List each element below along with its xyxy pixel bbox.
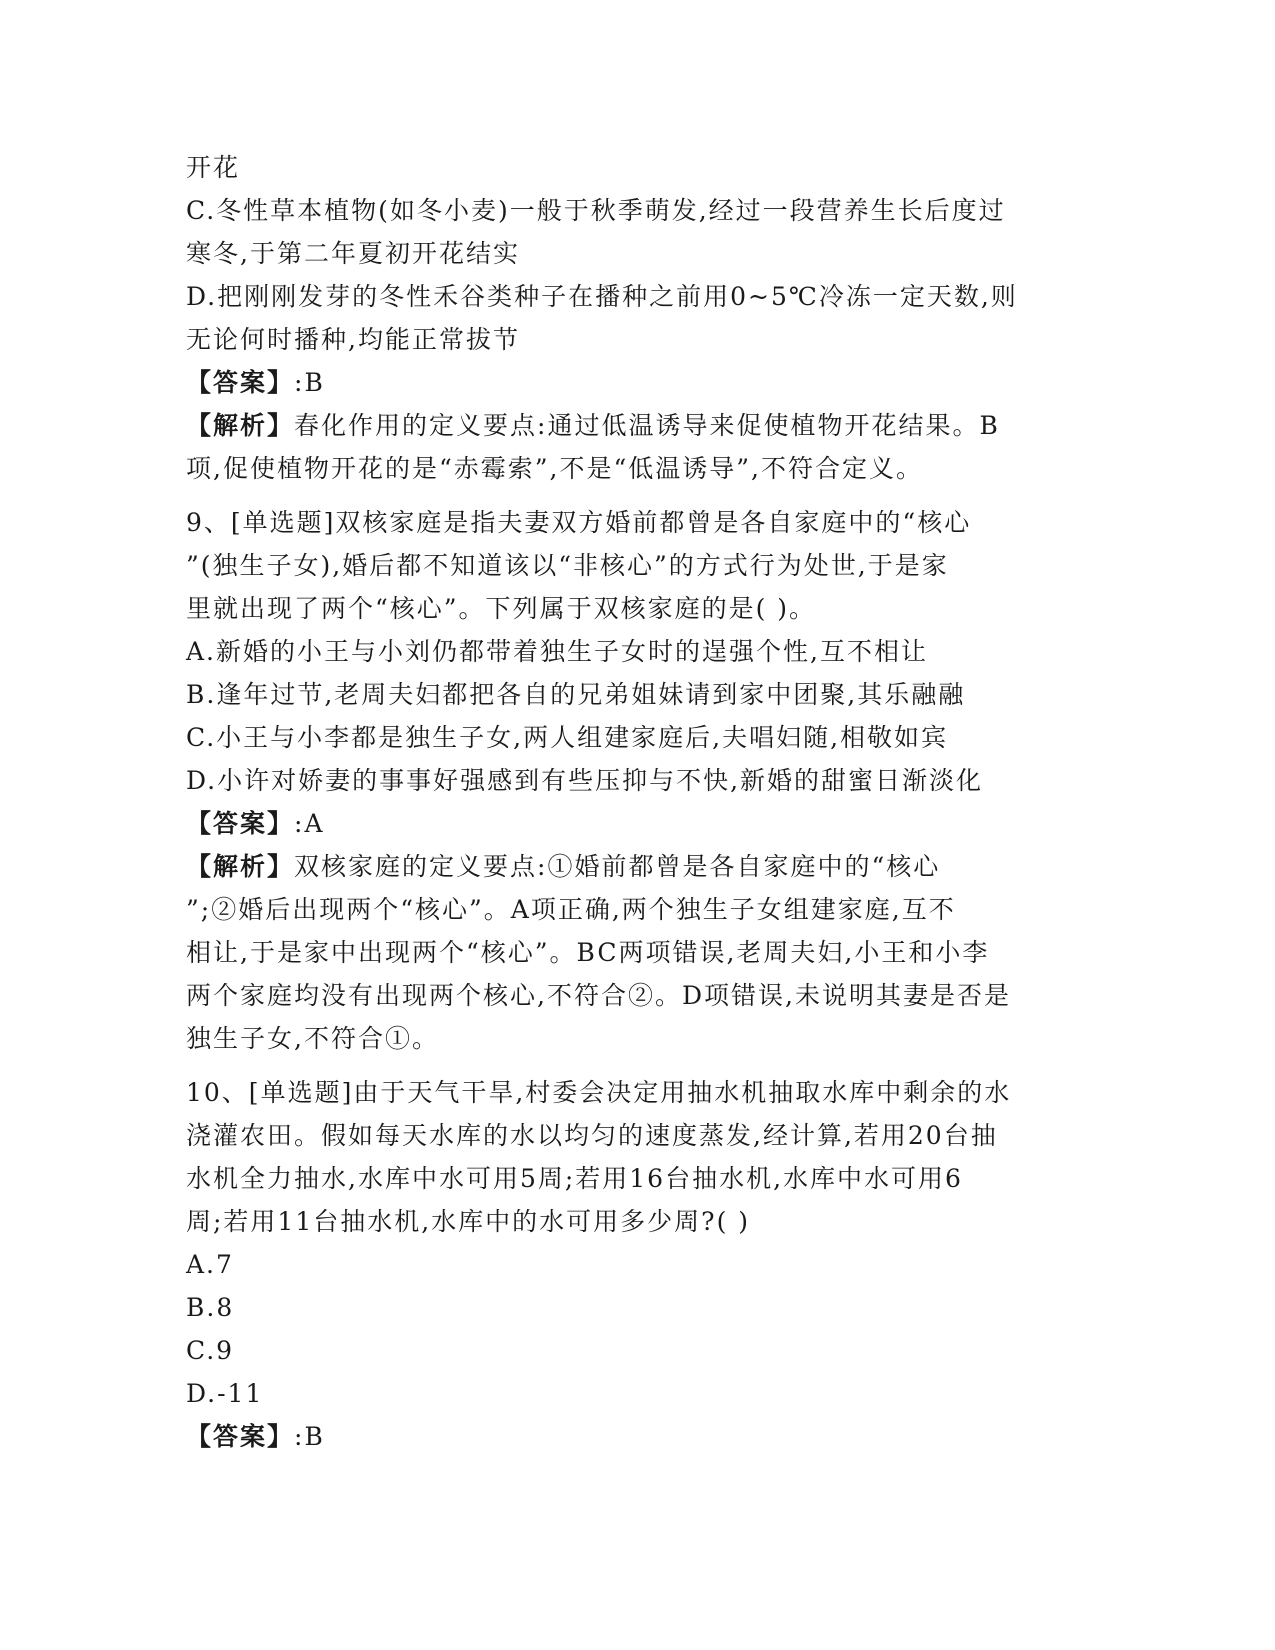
question-spacer [186, 1060, 1086, 1071]
question-8-tail [186, 146, 1086, 490]
option-b: B.8 [186, 1293, 235, 1322]
question-stem-line: 10、[单选题]由于天气干旱,村委会决定用抽水机抽取水库中剩余的水 [186, 1078, 1012, 1107]
answer-value: :B [294, 368, 325, 397]
answer-label: 【答案】 [186, 368, 295, 397]
option-d-line: 无论何时播种,均能正常拔节 [186, 325, 520, 354]
analysis-text: 双核家庭的定义要点:①婚前都曾是各自家庭中的“核心 [294, 852, 941, 881]
analysis-label: 【解析】 [186, 411, 295, 440]
answer-label: 【答案】 [186, 1422, 295, 1451]
analysis-line: ”;②婚后出现两个“核心”。A项正确,两个独生子女组建家庭,互不 [186, 895, 956, 924]
option-c: C.9 [186, 1336, 235, 1365]
question-spacer [186, 490, 1086, 501]
analysis-text: 春化作用的定义要点:通过低温诱导来促使植物开花结果。B [294, 411, 1000, 440]
answer-line [186, 361, 1086, 404]
answer-line [186, 802, 1086, 845]
document-page [186, 146, 1086, 1458]
analysis-label: 【解析】 [186, 852, 295, 881]
question-stem-line: 9、[单选题]双核家庭是指夫妻双方婚前都曾是各自家庭中的“核心 [186, 508, 972, 537]
option-d: D.小许对娇妻的事事好强感到有些压抑与不快,新婚的甜蜜日渐淡化 [186, 766, 984, 795]
option-b-continuation: 开花 [186, 153, 241, 182]
analysis-line: 相让,于是家中出现两个“核心”。BC两项错误,老周夫妇,小王和小李 [186, 938, 990, 967]
option-c: C.小王与小李都是独生子女,两人组建家庭后,夫唱妇随,相敬如宾 [186, 723, 949, 752]
question-stem-line: 里就出现了两个“核心”。下列属于双核家庭的是( )。 [186, 594, 817, 623]
option-a: A.新婚的小王与小刘仍都带着独生子女时的逞强个性,互不相让 [186, 637, 928, 666]
analysis-line [186, 845, 1086, 888]
answer-label: 【答案】 [186, 809, 295, 838]
question-stem-line: ”(独生子女),婚后都不知道该以“非核心”的方式行为处世,于是家 [186, 551, 949, 580]
question-9 [186, 501, 1086, 1060]
option-d: D.-11 [186, 1379, 264, 1408]
analysis-line: 项,促使植物开花的是“赤霉索”,不是“低温诱导”,不符合定义。 [186, 454, 923, 483]
analysis-line: 独生子女,不符合①。 [186, 1024, 439, 1053]
option-b: B.逢年过节,老周夫妇都把各自的兄弟姐妹请到家中团聚,其乐融融 [186, 680, 966, 709]
answer-value: :A [294, 809, 325, 838]
option-c-line: C.冬性草本植物(如冬小麦)一般于秋季萌发,经过一段营养生长后度过 [186, 196, 1006, 225]
question-stem-line: 周;若用11台抽水机,水库中的水可用多少周?( ) [186, 1207, 751, 1236]
answer-line [186, 1415, 1086, 1458]
option-d-line: D.把刚刚发芽的冬性禾谷类种子在播种之前用0~5℃冷冻一定天数,则 [186, 282, 1018, 311]
question-stem-line: 浇灌农田。假如每天水库的水以均匀的速度蒸发,经计算,若用20台抽 [186, 1121, 998, 1150]
option-a: A.7 [186, 1250, 234, 1279]
answer-value: :B [294, 1422, 325, 1451]
analysis-line [186, 404, 1086, 447]
analysis-line: 两个家庭均没有出现两个核心,不符合②。D项错误,未说明其妻是否是 [186, 981, 1011, 1010]
question-stem-line: 水机全力抽水,水库中水可用5周;若用16台抽水机,水库中水可用6 [186, 1164, 963, 1193]
option-c-line: 寒冬,于第二年夏初开花结实 [186, 239, 520, 268]
question-10 [186, 1071, 1086, 1458]
